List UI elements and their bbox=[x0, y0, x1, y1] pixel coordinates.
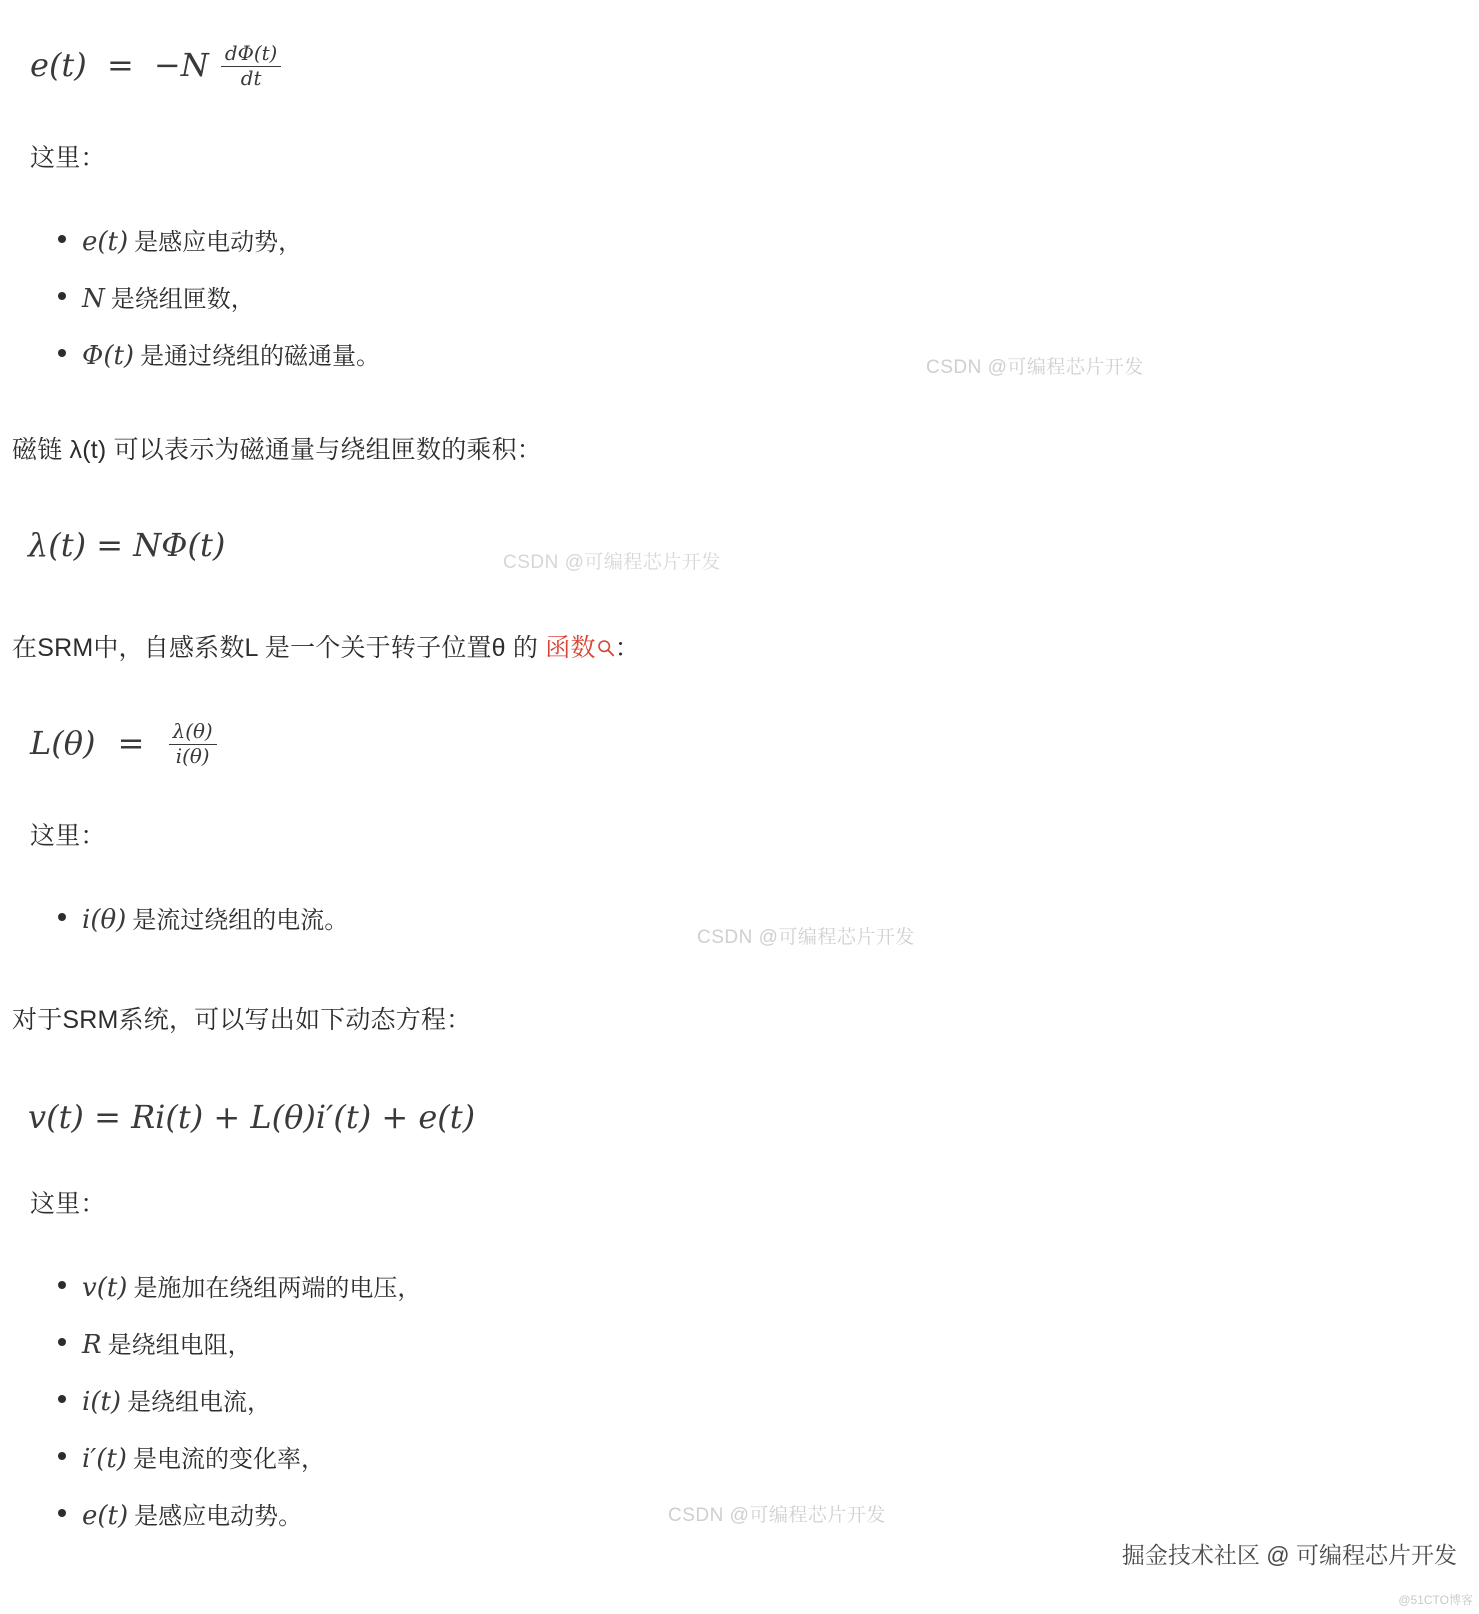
paragraph-srm-before: 在SRM中，自感系数L 是一个关于转子位置θ 的 bbox=[12, 634, 546, 662]
equation-emf-lhs: e(t) bbox=[30, 46, 87, 85]
keyword-link-function[interactable]: 函数 bbox=[545, 634, 596, 662]
equation-inductance-lhs: L(θ) bbox=[30, 724, 96, 763]
definition-list-1 bbox=[36, 222, 936, 393]
paragraph-srm-inductance bbox=[12, 630, 640, 668]
list-item-symbol: N bbox=[82, 284, 105, 314]
here-label-1: 这里： bbox=[30, 144, 106, 172]
list-item-text: 是感应电动势。 bbox=[134, 1503, 303, 1530]
list-item-text: 是感应电动势， bbox=[134, 229, 303, 256]
watermark-corner: @51CTO博客 bbox=[1398, 1593, 1473, 1607]
watermark-csdn-3: CSDN @可编程芯片开发 bbox=[697, 927, 915, 948]
list-item-symbol: e(t) bbox=[82, 227, 129, 257]
list-item bbox=[36, 1496, 1036, 1531]
equation-inductance-denominator: i(θ) bbox=[169, 744, 217, 768]
equation-inductance-equals: = bbox=[117, 724, 145, 763]
watermark-csdn-1: CSDN @可编程芯片开发 bbox=[926, 357, 1144, 378]
equation-inductance bbox=[30, 722, 219, 769]
equation-emf-numerator: dΦ(t) bbox=[224, 42, 278, 65]
equation-flux-linkage: λ(t) = NΦ(t) bbox=[28, 526, 226, 564]
list-item bbox=[36, 1268, 1036, 1303]
list-item-symbol: i(t) bbox=[82, 1387, 122, 1417]
paragraph-flux-linkage: 磁链 λ(t) 可以表示为磁通量与绕组匣数的乘积： bbox=[12, 436, 542, 464]
list-item-symbol: Φ(t) bbox=[82, 341, 135, 371]
list-item bbox=[36, 1439, 1036, 1474]
equation-voltage: v(t) = Ri(t) + L(θ)i′(t) + e(t) bbox=[28, 1098, 476, 1136]
equation-emf-fraction bbox=[221, 43, 281, 90]
paragraph-srm-after: ： bbox=[614, 634, 640, 662]
list-item bbox=[36, 279, 936, 314]
watermark-csdn-4: CSDN @可编程芯片开发 bbox=[668, 1505, 886, 1526]
watermark-csdn-2: CSDN @可编程芯片开发 bbox=[503, 552, 721, 573]
equation-emf-denominator: dt bbox=[221, 66, 281, 90]
equation-emf-equals: = bbox=[106, 46, 134, 85]
search-icon[interactable] bbox=[597, 631, 615, 649]
definition-list-3 bbox=[36, 1268, 1036, 1553]
list-item bbox=[36, 1382, 1036, 1417]
list-item-text: 是绕组电阻， bbox=[107, 1332, 252, 1359]
list-item-text: 是电流的变化率， bbox=[132, 1446, 325, 1473]
list-item bbox=[36, 336, 936, 371]
list-item-text: 是通过绕组的磁通量。 bbox=[140, 343, 381, 370]
paragraph-dynamic-equation: 对于SRM系统，可以写出如下动态方程： bbox=[12, 1006, 472, 1034]
here-label-3: 这里： bbox=[30, 1190, 106, 1218]
equation-inductance-fraction bbox=[169, 721, 217, 768]
list-item-symbol: i(θ) bbox=[82, 905, 127, 935]
list-item-text: 是绕组匣数， bbox=[110, 286, 255, 313]
list-item-text: 是绕组电流， bbox=[127, 1389, 272, 1416]
here-label-2: 这里： bbox=[30, 822, 106, 850]
list-item bbox=[36, 1325, 1036, 1360]
watermark-footer: 掘金技术社区 @ 可编程芯片开发 bbox=[1121, 1542, 1457, 1568]
list-item-text: 是施加在绕组两端的电压， bbox=[133, 1275, 422, 1302]
equation-emf-sign: −N bbox=[153, 46, 209, 85]
list-item-symbol: v(t) bbox=[82, 1273, 128, 1303]
list-item-symbol: R bbox=[82, 1330, 102, 1360]
list-item-symbol: e(t) bbox=[82, 1501, 129, 1531]
equation-inductance-numerator: λ(θ) bbox=[172, 720, 213, 743]
list-item-symbol: i′(t) bbox=[82, 1444, 127, 1474]
list-item bbox=[36, 222, 936, 257]
equation-emf bbox=[30, 44, 283, 91]
list-item-text: 是流过绕组的电流。 bbox=[132, 907, 349, 934]
